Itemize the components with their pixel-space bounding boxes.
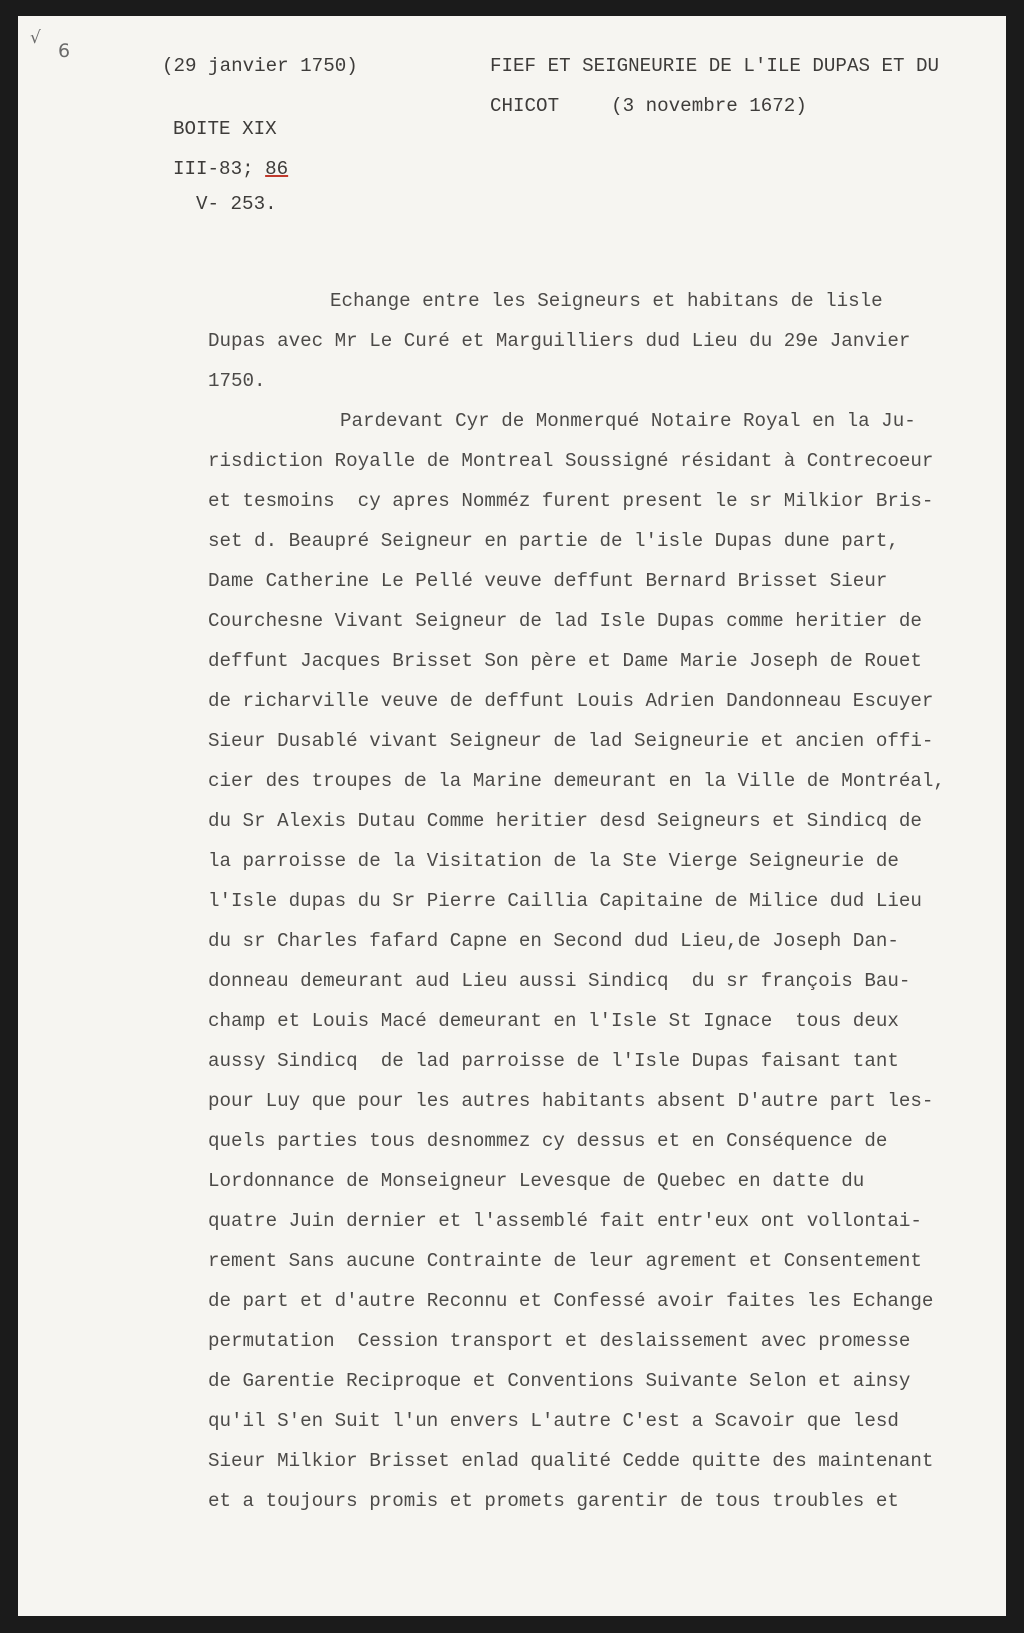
body-line-4: Pardevant Cyr de Monmerqué Notaire Royal en la Ju- bbox=[340, 410, 916, 432]
body-line-15: la parroisse de la Visitation de la Ste Vierge Seigneurie de bbox=[208, 850, 899, 872]
body-line-1: Echange entre les Seigneurs et habitans de lisle bbox=[330, 290, 883, 312]
body-line-6: et tesmoins cy apres Nomméz furent present le sr Milkior Bris- bbox=[208, 490, 934, 512]
body-line-20: aussy Sindicq de lad parroisse de l'Isle Dupas faisant tant bbox=[208, 1050, 899, 1072]
header-title-line1: FIEF ET SEIGNEURIE DE L'ILE DUPAS ET DU bbox=[490, 55, 940, 77]
body-line-28: de Garentie Reciproque et Conventions Suivante Selon et ainsy bbox=[208, 1370, 911, 1392]
body-line-21: pour Luy que pour les autres habitants absent D'autre part les- bbox=[208, 1090, 934, 1112]
body-line-14: du Sr Alexis Dutau Comme heritier desd Seigneurs et Sindicq de bbox=[208, 810, 922, 832]
header-date: (29 janvier 1750) bbox=[162, 55, 358, 77]
body-line-29: qu'il S'en Suit l'un envers L'autre C'est a Scavoir que lesd bbox=[208, 1410, 899, 1432]
body-line-24: quatre Juin dernier et l'assemblé fait entr'eux ont vollontai- bbox=[208, 1210, 922, 1232]
box-label: BOITE XIX bbox=[173, 118, 277, 140]
body-line-23: Lordonnance de Monseigneur Levesque de Quebec en datte du bbox=[208, 1170, 865, 1192]
reference-1-underlined: 86 bbox=[265, 158, 289, 180]
body-line-7: set d. Beaupré Seigneur en partie de l'isle Dupas dune part, bbox=[208, 530, 899, 552]
body-line-10: deffunt Jacques Brisset Son père et Dame Marie Joseph de Rouet bbox=[208, 650, 922, 672]
header-title-line2 bbox=[490, 94, 807, 118]
body-line-3: 1750. bbox=[208, 370, 266, 392]
body-line-13: cier des troupes de la Marine demeurant en la Ville de Montréal, bbox=[208, 770, 945, 792]
body-line-16: l'Isle dupas du Sr Pierre Caillia Capitaine de Milice dud Lieu bbox=[208, 890, 922, 912]
body-line-9: Courchesne Vivant Seigneur de lad Isle Dupas comme heritier de bbox=[208, 610, 922, 632]
body-line-18: donneau demeurant aud Lieu aussi Sindicq du sr françois Bau- bbox=[208, 970, 911, 992]
body-line-27: permutation Cession transport et deslaissement avec promesse bbox=[208, 1330, 911, 1352]
body-line-5: risdiction Royalle de Montreal Soussigné résidant à Contrecoeur bbox=[208, 450, 934, 472]
body-line-22: quels parties tous desnommez cy dessus et en Conséquence de bbox=[208, 1130, 888, 1152]
body-line-30: Sieur Milkior Brisset enlad qualité Cedde quitte des maintenant bbox=[208, 1450, 934, 1472]
body-line-25: rement Sans aucune Contrainte de leur agrement et Consentement bbox=[208, 1250, 922, 1272]
margin-page-number: 6 bbox=[58, 40, 71, 62]
body-line-17: du sr Charles fafard Capne en Second dud Lieu,de Joseph Dan- bbox=[208, 930, 899, 952]
body-line-12: Sieur Dusablé vivant Seigneur de lad Seigneurie et ancien offi- bbox=[208, 730, 934, 752]
reference-2: V- 253. bbox=[196, 193, 277, 215]
reference-1-main: III-83; bbox=[173, 158, 266, 180]
reference-1 bbox=[173, 157, 288, 181]
body-line-19: champ et Louis Macé demeurant en l'Isle St Ignace tous deux bbox=[208, 1010, 899, 1032]
body-line-26: de part et d'autre Reconnu et Confessé avoir faites les Echange bbox=[208, 1290, 934, 1312]
body-line-8: Dame Catherine Le Pellé veuve deffunt Bernard Brisset Sieur bbox=[208, 570, 888, 592]
body-line-31: et a toujours promis et promets garentir de tous troubles et bbox=[208, 1490, 899, 1512]
header-title-chicot: CHICOT bbox=[490, 95, 560, 117]
header-title-date: (3 novembre 1672) bbox=[611, 95, 807, 117]
margin-check-mark: √ bbox=[30, 28, 41, 48]
body-line-2: Dupas avec Mr Le Curé et Marguilliers dud Lieu du 29e Janvier bbox=[208, 330, 911, 352]
body-line-11: de richarville veuve de deffunt Louis Adrien Dandonneau Escuyer bbox=[208, 690, 934, 712]
